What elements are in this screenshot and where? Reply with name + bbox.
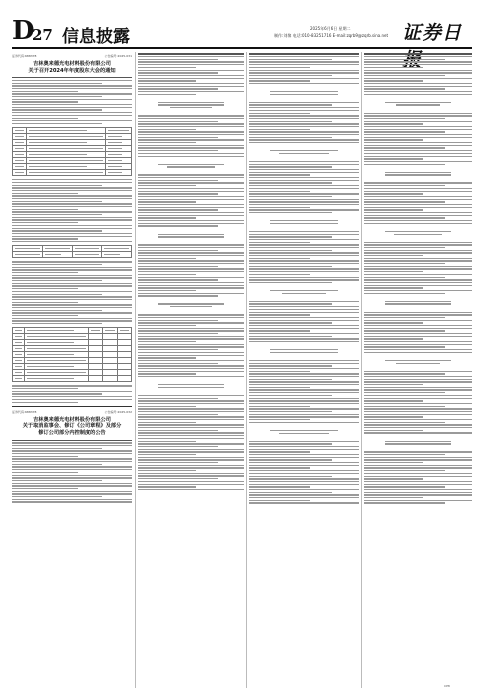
- page-number: 27: [32, 26, 53, 44]
- notice-number: 公告编号:2025-032: [104, 409, 132, 414]
- notice-number: 公告编号:2025-031: [104, 54, 132, 58]
- column-divider: [135, 52, 136, 688]
- data-table: [12, 245, 132, 258]
- column-divider: [246, 52, 247, 688]
- article-title: [12, 417, 132, 437]
- footer-mark: CP8: [444, 684, 450, 688]
- page-header: [12, 18, 472, 48]
- notice-title: 关于取消监事会、修订《公司章程》及部分: [22, 423, 122, 430]
- data-table: [12, 327, 132, 382]
- column-divider: [361, 52, 362, 688]
- notice-title: 关于召开2024年年度股东大会的通知: [28, 67, 116, 74]
- article-meta: [12, 410, 132, 414]
- column-4: [364, 52, 472, 688]
- column-1: [12, 52, 132, 688]
- company-name: 吉林奥来德光电材料股份有限公司: [33, 416, 111, 423]
- section-title: 信息披露: [62, 27, 130, 47]
- column-2: [138, 52, 244, 688]
- editorial-line: 制作:刘黎 电话:010-83251716 E-mail:zqrb9@zqrb.sina.net: [274, 33, 389, 38]
- page-letter: D: [12, 16, 34, 46]
- article-meta: [12, 54, 132, 58]
- issue-date: 2025年6月6日 星期二: [310, 26, 351, 31]
- stock-code: 证券代码:688378: [12, 54, 37, 58]
- stock-code: 证券代码:688378: [12, 409, 37, 414]
- company-name: 吉林奥来德光电材料股份有限公司: [33, 61, 111, 67]
- notice-title: 修订公司部分内控制度的公告: [38, 430, 106, 436]
- header-rule: [12, 47, 472, 49]
- article-title: [12, 61, 132, 74]
- column-3: [249, 52, 359, 688]
- masthead-logo: 证券日: [402, 22, 463, 44]
- data-table: [12, 127, 132, 176]
